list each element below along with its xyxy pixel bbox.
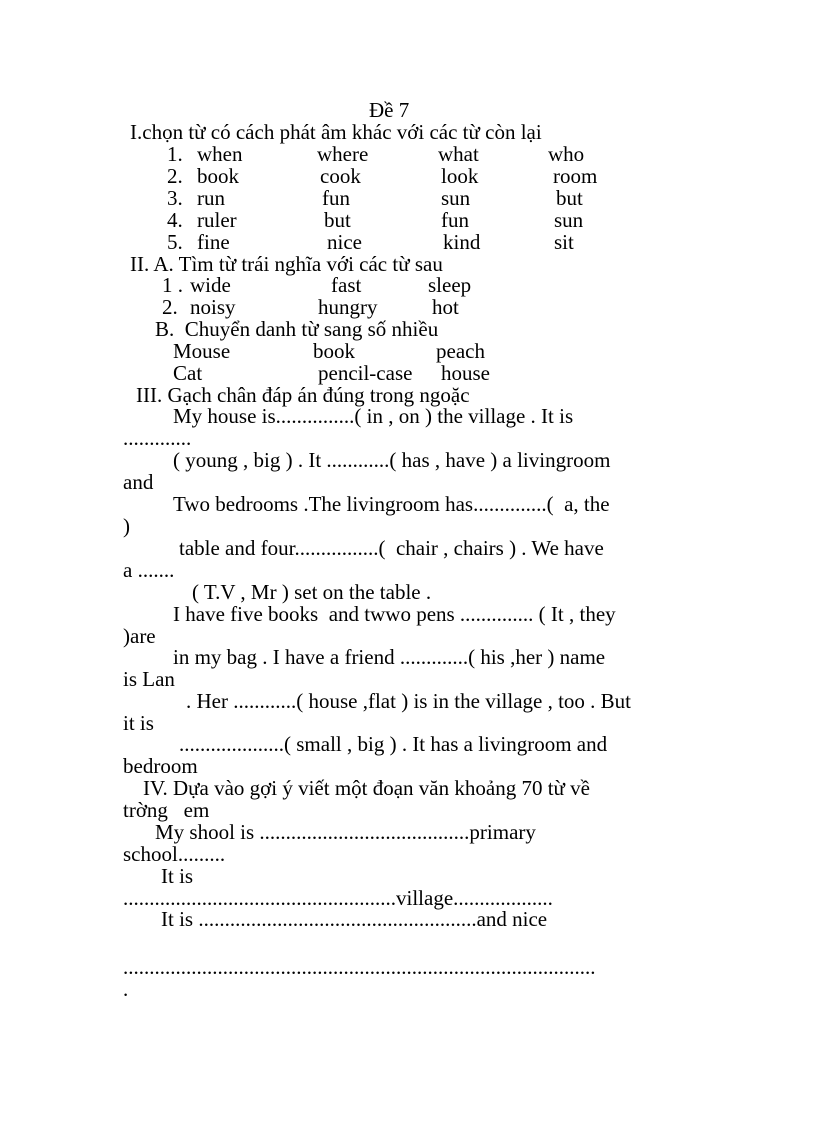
word: sit (554, 230, 574, 254)
word: sleep (428, 273, 472, 297)
word: fun (441, 208, 469, 232)
word: ruler (197, 208, 237, 232)
exercise-line: it is (123, 711, 154, 735)
word: fun (322, 186, 350, 210)
section-4-heading: IV. Dựa vào gợi ý viết một đoạn văn khoảng 70 từ về (143, 776, 590, 800)
writing-line: It is .....................................................and nice (161, 907, 548, 931)
noun: Mouse (173, 339, 231, 363)
page-title: Đề 7 (369, 98, 410, 122)
word: kind (443, 230, 481, 254)
writing-line: .......................................................................................... (123, 955, 596, 979)
section-4-heading-cont: trờng em (123, 798, 210, 822)
exercise-line: )are (123, 624, 156, 648)
writing-line: It is (161, 864, 194, 888)
exercise-line: in my bag . I have a friend .............( his ,her ) name (173, 645, 606, 669)
exercise-line: ....................( small , big ) . It has a livingroom and (179, 732, 608, 756)
word: noisy (190, 295, 236, 319)
word: when (197, 142, 243, 166)
exercise-line: I have five books and twwo pens .............. ( It , they (173, 602, 616, 626)
exercise-line: a ....... (123, 558, 175, 582)
row-number: 1 . (162, 273, 183, 297)
exercise-line: ............. (123, 426, 192, 450)
word: room (553, 164, 598, 188)
writing-line: . (123, 977, 129, 1001)
word: where (317, 142, 369, 166)
word: book (197, 164, 239, 188)
exercise-line: and (123, 470, 154, 494)
section-2b-heading: B. Chuyển danh từ sang số nhiều (155, 317, 439, 341)
word: nice (327, 230, 362, 254)
row-number: 2. (167, 164, 183, 188)
section-1-heading: I.chọn từ có cách phát âm khác với các từ còn lại (130, 120, 542, 144)
exercise-line: . Her ............( house ,flat ) is in the village , too . But (186, 689, 632, 713)
noun: book (313, 339, 355, 363)
noun: peach (436, 339, 485, 363)
word: who (548, 142, 585, 166)
section-2a-heading: II. A. Tìm từ trái nghĩa với các từ sau (130, 252, 443, 276)
word: but (324, 208, 351, 232)
exercise-line: My house is...............( in , on ) the village . It is (173, 404, 574, 428)
row-number: 4. (167, 208, 183, 232)
writing-line: ....................................................village................... (123, 886, 553, 910)
row-number: 1. (167, 142, 183, 166)
word: fast (331, 273, 362, 297)
noun: Cat (173, 361, 203, 385)
word: look (441, 164, 479, 188)
word: run (197, 186, 225, 210)
exercise-line: bedroom (123, 754, 198, 778)
word: fine (197, 230, 230, 254)
exercise-line: ) (123, 514, 130, 538)
section-3-heading: III. Gạch chân đáp án đúng trong ngoặc (136, 383, 470, 407)
noun: pencil-case (318, 361, 413, 385)
word: sun (554, 208, 584, 232)
word: hot (432, 295, 459, 319)
row-number: 3. (167, 186, 183, 210)
word: what (438, 142, 479, 166)
row-number: 5. (167, 230, 183, 254)
row-number: 2. (162, 295, 178, 319)
word: sun (441, 186, 471, 210)
exercise-line: ( T.V , Mr ) set on the table . (192, 580, 432, 604)
word: hungry (318, 295, 378, 319)
noun: house (441, 361, 490, 385)
exercise-line: ( young , big ) . It ............( has , have ) a livingroom (173, 448, 611, 472)
exercise-line: Two bedrooms .The livingroom has..............( a, the (173, 492, 610, 516)
writing-line: My shool is ........................................primary (155, 820, 536, 844)
word: cook (320, 164, 361, 188)
writing-line: school......... (123, 842, 226, 866)
exercise-line: is Lan (123, 667, 175, 691)
word: but (556, 186, 583, 210)
exercise-line: table and four................( chair , chairs ) . We have (179, 536, 604, 560)
word: wide (190, 273, 231, 297)
